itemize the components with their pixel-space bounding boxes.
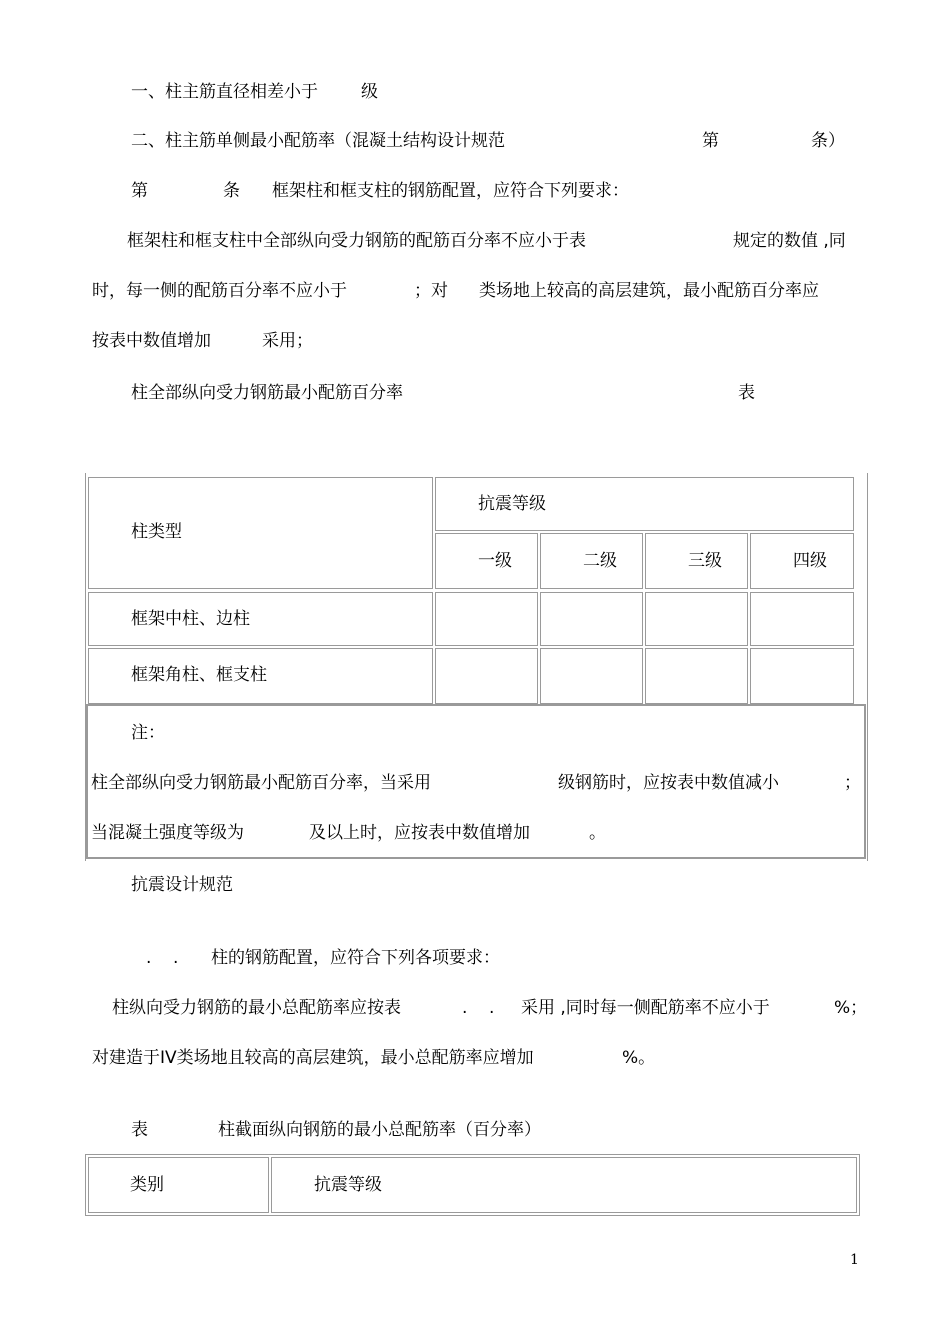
table1-row1-label [88, 592, 433, 646]
table1-row2-cell [435, 648, 538, 704]
line-3-tiao: 条 [223, 181, 240, 201]
table2-header-seismic [271, 1157, 857, 1213]
table2-header-category-label: 类别 [130, 1175, 164, 1195]
table1-grade-3 [645, 533, 748, 589]
line-1-suffix: 级 [361, 82, 378, 102]
line-2-di: 第 [702, 131, 719, 151]
note-line-1-mid: 级钢筋时，应按表中数值减小 [558, 773, 779, 793]
table1-row1-cell [750, 592, 854, 646]
line-5-dui: ；对 [414, 281, 448, 301]
note-title: 注： [131, 723, 165, 743]
table2-header-seismic-label: 抗震等级 [314, 1175, 382, 1195]
note-line-2-end: 。 [589, 823, 606, 843]
table1-grade-2 [540, 533, 643, 589]
note-line-2: 当混凝土强度等级为 [91, 823, 244, 843]
table1-header-seismic-label: 抗震等级 [478, 494, 546, 514]
table1-row1-cell [540, 592, 643, 646]
section2-p3: 对建造于IV类场地且较高的高层建筑，最小总配筋率应增加 [92, 1048, 534, 1068]
table1-caption-biao: 表 [738, 383, 755, 403]
line-6-tail: 采用； [262, 331, 313, 351]
section2-p2-num: . . [462, 998, 495, 1018]
section2-p1: 柱的钢筋配置，应符合下列各项要求： [211, 948, 500, 968]
line-4-tail: 规定的数值 ,同 [733, 231, 846, 251]
grade-label: 二级 [583, 551, 617, 571]
table2-caption-biao: 表 [131, 1120, 148, 1140]
section2-p2: 柱纵向受力钢筋的最小总配筋率应按表 [112, 998, 401, 1018]
grade-label: 一级 [478, 551, 512, 571]
table1-grade-4 [750, 533, 854, 589]
table1-header-type-label: 柱类型 [131, 522, 182, 542]
line-4-text: 框架柱和框支柱中全部纵向受力钢筋的配筋百分率不应小于表 [127, 231, 586, 251]
line-3-di: 第 [131, 181, 148, 201]
table1-row2-cell [540, 648, 643, 704]
line-2-tiao: 条） [811, 131, 845, 151]
table1-grade-1 [435, 533, 538, 589]
section2-p1-num: . . [146, 948, 179, 968]
line-6-text: 按表中数值增加 [92, 331, 211, 351]
note-line-1-end: ； [844, 773, 861, 793]
line-5-text: 时，每一侧的配筋百分率不应小于 [92, 281, 347, 301]
table1-note [86, 704, 866, 859]
table1-row1-cell [435, 592, 538, 646]
row-label: 框架角柱、框支柱 [131, 665, 267, 685]
line-1: 一、柱主筋直径相差小于 [131, 82, 318, 102]
table1-header-type [88, 477, 433, 589]
page-number: 1 [850, 1252, 859, 1268]
line-3-text: 框架柱和框支柱的钢筋配置，应符合下列要求： [272, 181, 629, 201]
table2-caption: 柱截面纵向钢筋的最小总配筋率（百分率） [218, 1120, 541, 1140]
grade-label: 三级 [688, 551, 722, 571]
section2-p3-end: %。 [622, 1048, 656, 1068]
grade-label: 四级 [793, 551, 827, 571]
note-line-2-mid: 及以上时，应按表中数值增加 [309, 823, 530, 843]
section2-p2-end: %； [834, 998, 868, 1018]
table1-row2-label [88, 648, 433, 704]
line-5-tail: 类场地上较高的高层建筑，最小配筋百分率应 [479, 281, 819, 301]
line-2: 二、柱主筋单侧最小配筋率（混凝土结构设计规范 [131, 131, 505, 151]
section2-heading: 抗震设计规范 [131, 875, 233, 895]
note-line-1: 柱全部纵向受力钢筋最小配筋百分率，当采用 [91, 773, 431, 793]
table1-header-seismic [435, 477, 854, 531]
table1-caption: 柱全部纵向受力钢筋最小配筋百分率 [131, 383, 403, 403]
table1-row2-cell [645, 648, 748, 704]
row-label: 框架中柱、边柱 [131, 609, 250, 629]
table2-header-category [88, 1157, 269, 1213]
table1-row1-cell [645, 592, 748, 646]
section2-p2-mid: 采用 ,同时每一侧配筋率不应小于 [521, 998, 770, 1018]
table1-row2-cell [750, 648, 854, 704]
